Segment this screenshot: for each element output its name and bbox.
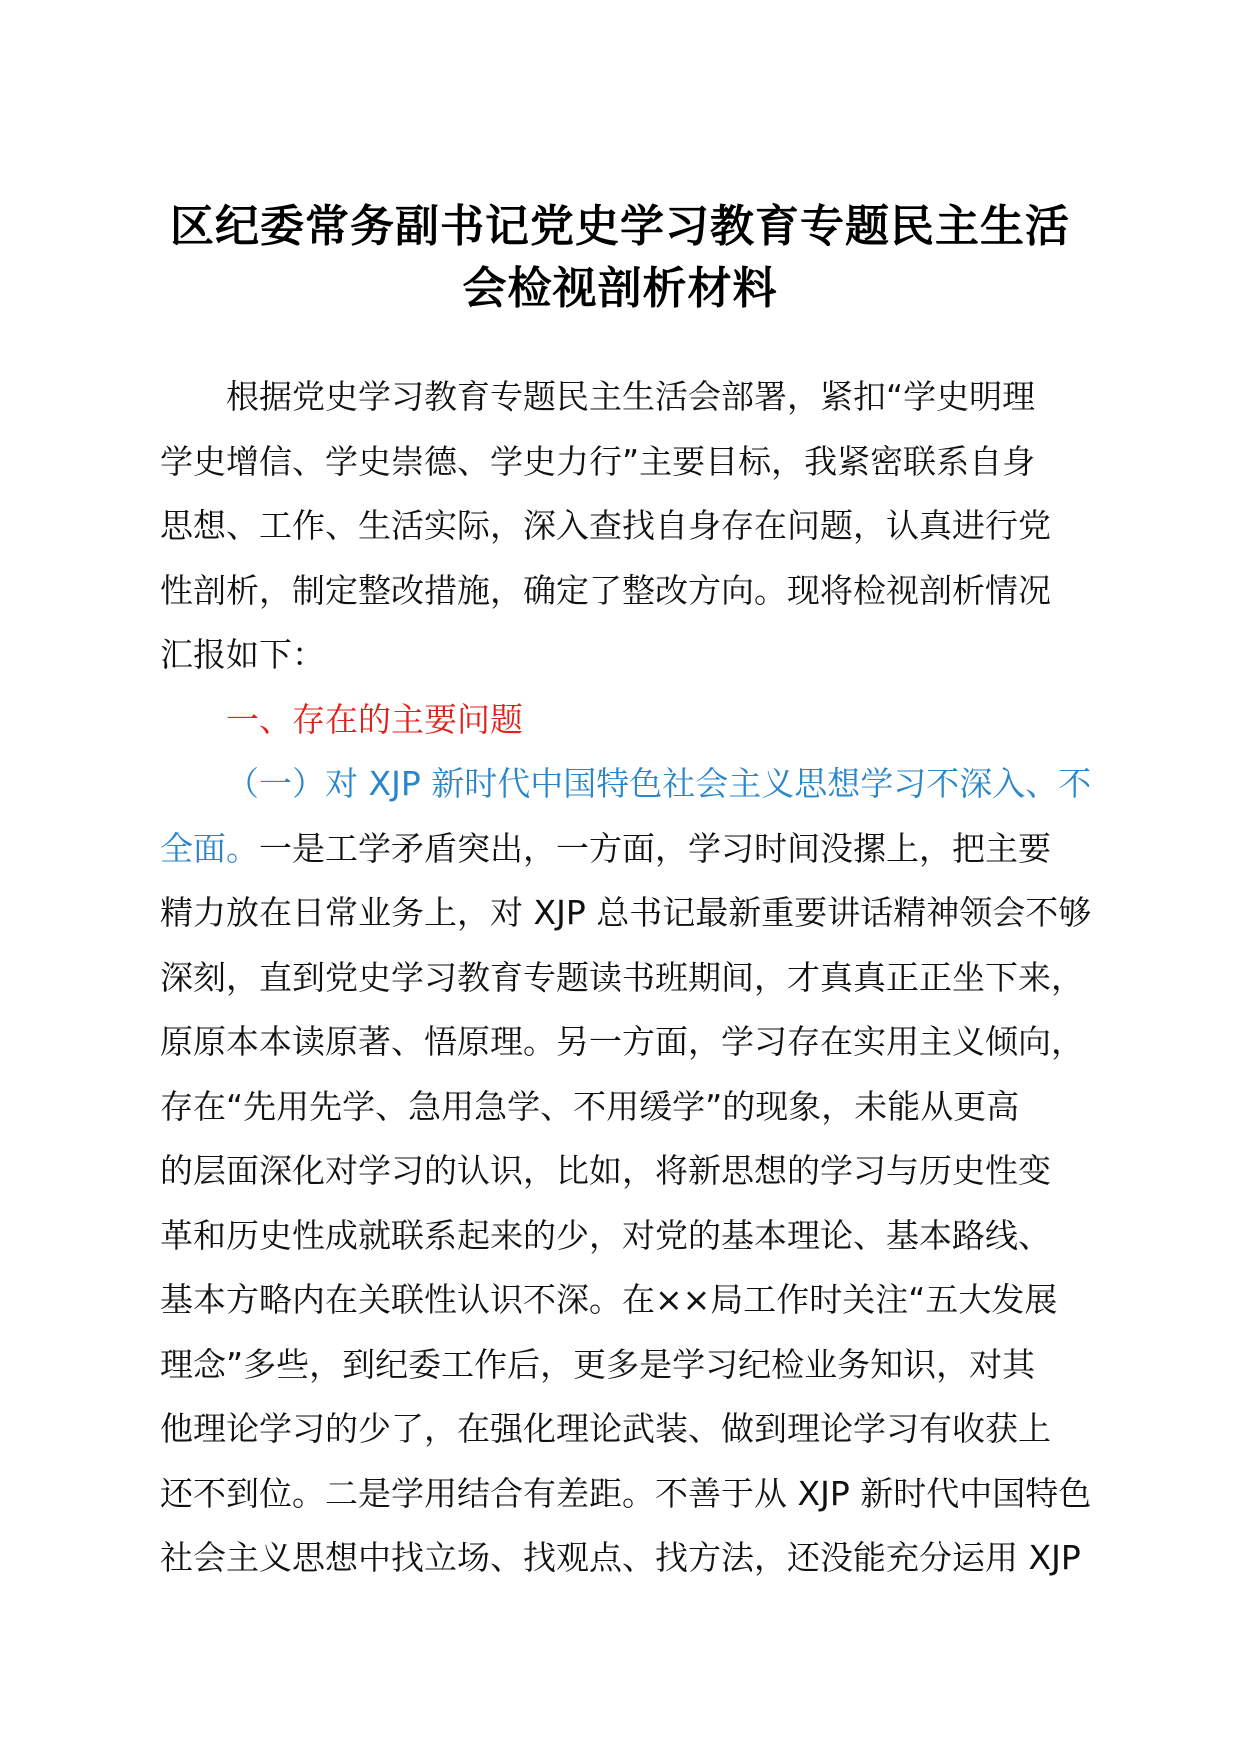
subsection-paragraph — [160, 752, 1110, 1591]
intro-line: 汇报如下： — [160, 635, 325, 674]
intro-line: 性剖析，制定整改措施，确定了整改方向。现将检视剖析情况 — [160, 570, 1051, 610]
body-line: 还不到位。二是学用结合有差距。不善于从 XJP 新时代中国特色 — [160, 1473, 1092, 1513]
body-line: 理念”多些，到纪委工作后，更多是学习纪检业务知识，对其 — [160, 1344, 1036, 1384]
body-line: 革和历史性成就联系起来的少，对党的基本理论、基本路线、 — [160, 1215, 1051, 1255]
subsection-line-rest: 一是工学矛盾突出，一方面，学习时间没摞上，把主要 — [259, 828, 1051, 868]
title-line-1: 区纪委常务副书记党史学习教育专题民主生活 — [170, 201, 1070, 252]
body-line: 基本方略内在关联性认识不深。在××局工作时关注“五大发展 — [160, 1280, 1058, 1319]
intro-line: 思想、工作、生活实际，深入查找自身存在问题，认真进行党 — [160, 506, 1051, 545]
body-line: 精力放在日常业务上，对 XJP 总书记最新重要讲话精神领会不够 — [160, 893, 1092, 932]
section-heading-paragraph — [160, 688, 1110, 753]
subsection-heading-end: 全面。 — [160, 828, 259, 868]
body-line: 深刻，直到党史学习教育专题读书班期间，才真真正正坐下来， — [160, 957, 1084, 997]
section-heading: 一、存在的主要问题 — [226, 699, 523, 739]
body-line: 原原本本读原著、悟原理。另一方面，学习存在实用主义倾向， — [160, 1022, 1084, 1061]
document-title — [150, 196, 1090, 320]
subsection-line — [160, 817, 1110, 882]
body-line: 的层面深化对学习的认识，比如，将新思想的学习与历史性变 — [160, 1151, 1051, 1190]
intro-line: 根据党史学习教育专题民主生活会部署，紧扣“学史明理 — [226, 377, 1036, 416]
subsection-heading: （一）对 XJP 新时代中国特色社会主义思想学习不深入、不 — [226, 764, 1092, 803]
body-line: 他理论学习的少了，在强化理论武装、做到理论学习有收获上 — [160, 1409, 1051, 1448]
body-line: 社会主义思想中找立场、找观点、找方法，还没能充分运用 XJP — [160, 1538, 1081, 1577]
document-body — [160, 365, 1110, 1591]
body-line: 存在“先用先学、急用急学、不用缓学”的现象，未能从更高 — [160, 1086, 1020, 1126]
title-line-2: 会检视剖析材料 — [462, 263, 778, 314]
intro-paragraph — [160, 365, 1110, 688]
intro-line: 学史增信、学史崇德、学史力行”主要目标，我紧密联系自身 — [160, 441, 1036, 481]
